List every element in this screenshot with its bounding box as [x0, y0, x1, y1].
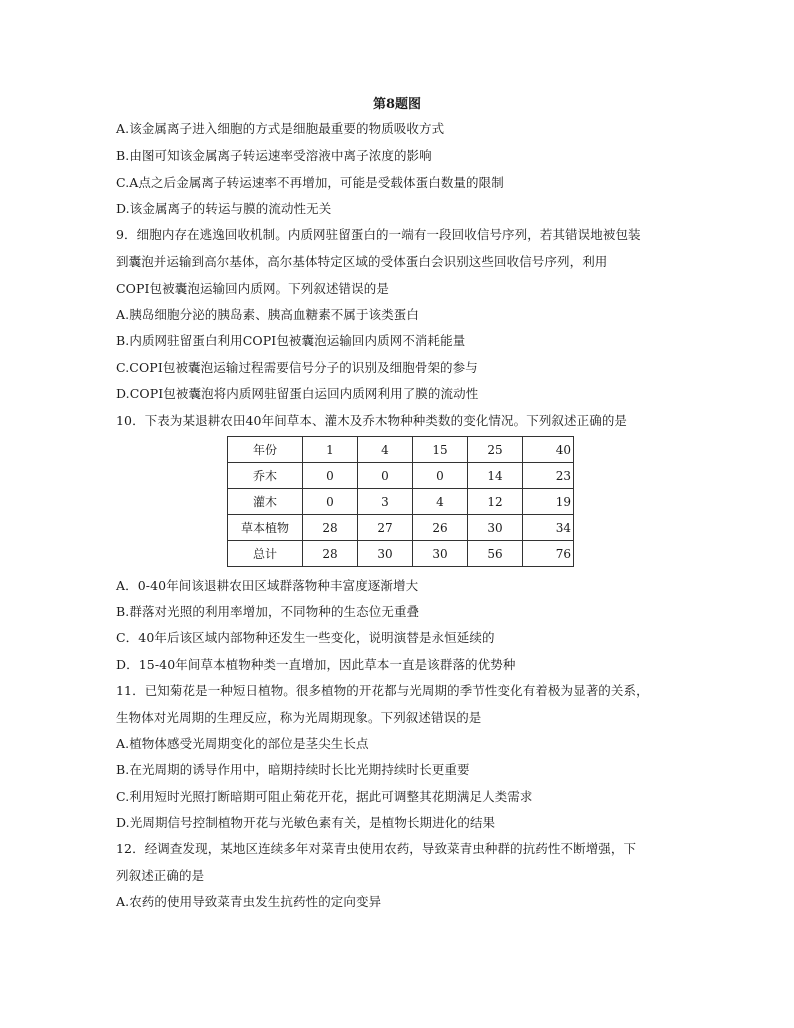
table-cell: 28: [303, 515, 358, 541]
q12-stem-line-2: 列叙述正确的是: [116, 868, 205, 883]
q11-stem-line-1: 11．已知菊花是一种短日植物。很多植物的开花都与光周期的季节性变化有着极为显著的关系，: [116, 683, 649, 698]
table-cell: 总计: [228, 541, 303, 567]
table-cell: 4: [413, 489, 468, 515]
table-row: [228, 489, 574, 515]
table-cell: 0: [413, 463, 468, 489]
q12-option-a: A.农药的使用导致菜青虫发生抗药性的定向变异: [116, 894, 382, 909]
table-cell: 0: [303, 463, 358, 489]
table-cell: 25: [468, 437, 523, 463]
q10-option-b: B.群落对光照的利用率增加，不同物种的生态位无重叠: [116, 604, 420, 619]
table-cell: 40: [523, 437, 574, 463]
table-cell: 年份: [228, 437, 303, 463]
table-cell: 28: [303, 541, 358, 567]
table-cell: 30: [358, 541, 413, 567]
table-cell: 1: [303, 437, 358, 463]
table-cell: 0: [303, 489, 358, 515]
q10-stem: 10．下表为某退耕农田40年间草本、灌木及乔木物种种类数的变化情况。下列叙述正确的是: [116, 413, 628, 428]
table-cell: 76: [523, 541, 574, 567]
table-cell: 23: [523, 463, 574, 489]
q8-option-b: B.由图可知该金属离子转运速率受溶液中离子浓度的影响: [116, 148, 432, 163]
table-cell: 34: [523, 515, 574, 541]
table-cell: 19: [523, 489, 574, 515]
table-cell: 0: [358, 463, 413, 489]
table-cell: 4: [358, 437, 413, 463]
q9-option-b: B.内质网驻留蛋白利用COPI包被囊泡运输回内质网不消耗能量: [116, 333, 466, 348]
table-cell: 12: [468, 489, 523, 515]
q9-option-d: D.COPI包被囊泡将内质网驻留蛋白运回内质网利用了膜的流动性: [116, 386, 479, 401]
table-row: [228, 541, 574, 567]
q10-option-c: C．40年后该区域内部物种还发生一些变化，说明演替是永恒延续的: [116, 630, 495, 645]
table-cell: 26: [413, 515, 468, 541]
q9-stem-line-1: 9．细胞内存在逃逸回收机制。内质网驻留蛋白的一端有一段回收信号序列，若其错误地被包装: [116, 227, 641, 242]
q9-stem-line-3: COPI包被囊泡运输回内质网。下列叙述错误的是: [116, 281, 389, 296]
table-row: [228, 437, 574, 463]
q11-option-a: A.植物体感受光周期变化的部位是茎尖生长点: [116, 736, 369, 751]
q8-option-d: D.该金属离子的转运与膜的流动性无关: [116, 201, 332, 216]
table-cell: 14: [468, 463, 523, 489]
table-cell: 30: [413, 541, 468, 567]
table-cell: 3: [358, 489, 413, 515]
figure-caption: 第8题图: [372, 97, 422, 112]
table-cell: 27: [358, 515, 413, 541]
q12-stem-line-1: 12．经调查发现，某地区连续多年对菜青虫使用农药，导致菜青虫种群的抗药性不断增强，下: [116, 841, 637, 856]
table-row: [228, 515, 574, 541]
q11-option-d: D.光周期信号控制植物开花与光敏色素有关，是植物长期进化的结果: [116, 815, 496, 830]
q9-option-a: A.胰岛细胞分泌的胰岛素、胰高血糖素不属于该类蛋白: [116, 307, 420, 322]
q9-stem-line-2: 到囊泡并运输到高尔基体，高尔基体特定区域的受体蛋白会识别这些回收信号序列，利用: [116, 254, 608, 269]
table-cell: 30: [468, 515, 523, 541]
table-row: [228, 463, 574, 489]
q11-option-c: C.利用短时光照打断暗期可阻止菊花开花，据此可调整其花期满足人类需求: [116, 789, 533, 804]
q8-option-c: C.A点之后金属离子转运速率不再增加，可能是受载体蛋白数量的限制: [116, 175, 504, 190]
q11-stem-line-2: 生物体对光周期的生理反应，称为光周期现象。下列叙述错误的是: [116, 710, 482, 725]
q11-option-b: B.在光周期的诱导作用中，暗期持续时长比光期持续时长更重要: [116, 762, 470, 777]
q10-option-a: A．0-40年间该退耕农田区域群落物种丰富度逐渐增大: [116, 578, 419, 593]
q9-option-c: C.COPI包被囊泡运输过程需要信号分子的识别及细胞骨架的参与: [116, 360, 478, 375]
q8-option-a: A.该金属离子进入细胞的方式是细胞最重要的物质吸收方式: [116, 121, 445, 136]
table-cell: 草本植物: [228, 515, 303, 541]
table-cell: 56: [468, 541, 523, 567]
species-table: [227, 436, 574, 567]
table-cell: 灌木: [228, 489, 303, 515]
q10-option-d: D．15-40年间草本植物种类一直增加，因此草本一直是该群落的优势种: [116, 657, 516, 672]
table-cell: 15: [413, 437, 468, 463]
table-cell: 乔木: [228, 463, 303, 489]
